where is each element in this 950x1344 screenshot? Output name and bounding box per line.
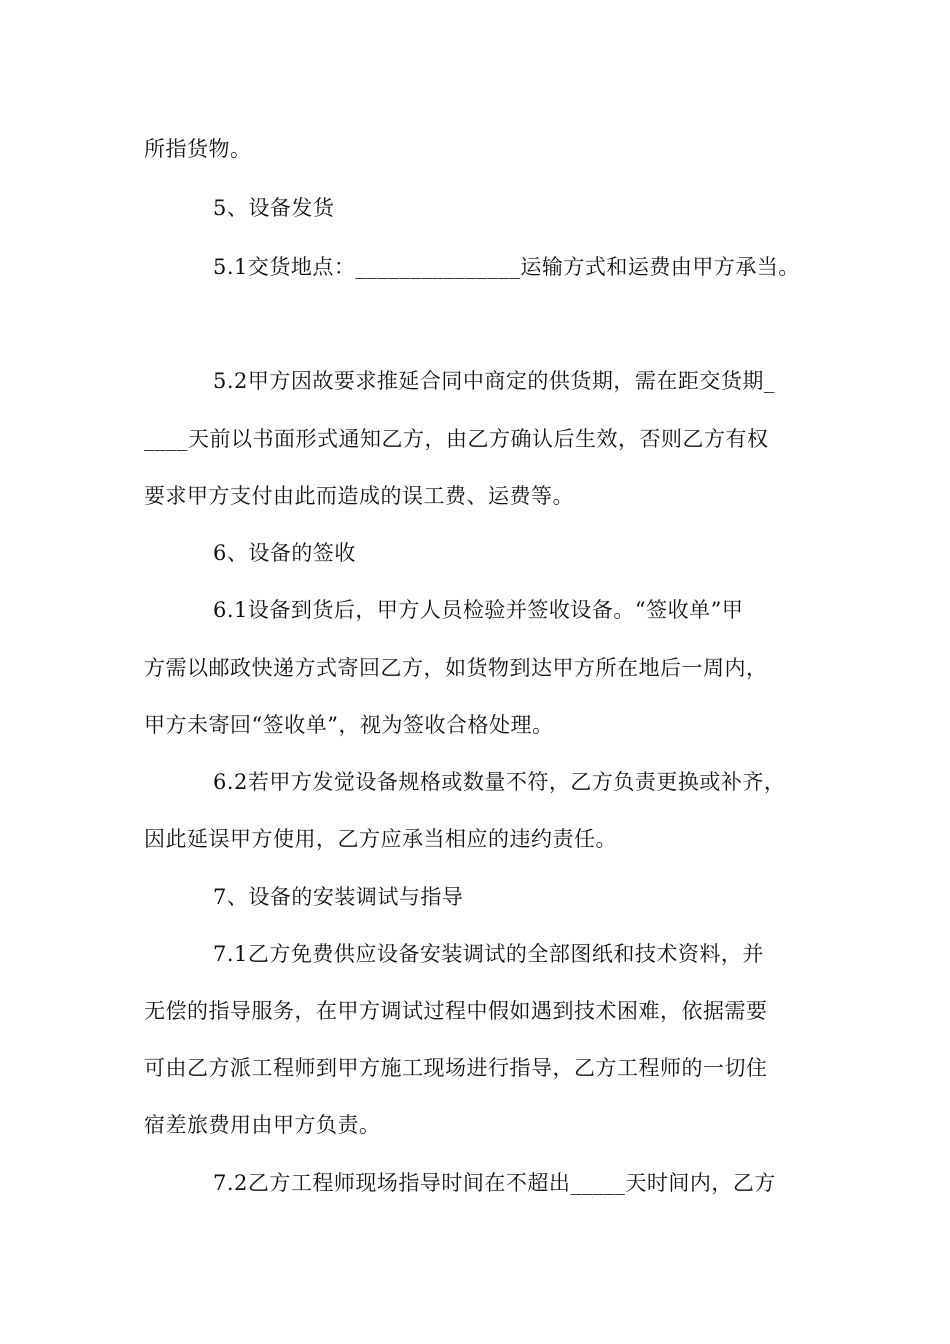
paragraph-line: 宿差旅费用由甲方负责。 bbox=[144, 1113, 381, 1137]
section-heading: 5、设备发货 bbox=[213, 196, 335, 220]
paragraph-line: 甲方未寄回“签收单”，视为签收合格处理。 bbox=[144, 713, 554, 737]
paragraph-line: 6.2若甲方发觉设备规格或数量不符，乙方负责更换或补齐， bbox=[213, 770, 786, 794]
paragraph-line: 方需以邮政快递方式寄回乙方，如货物到达甲方所在地后一周内， bbox=[144, 656, 768, 680]
paragraph-line: 5.2甲方因故要求推延合同中商定的供货期，需在距交货期_ bbox=[213, 369, 775, 393]
paragraph-line: 6.1设备到货后，甲方人员检验并签收设备。“签收单”甲 bbox=[213, 598, 744, 622]
paragraph-line: 无偿的指导服务，在甲方调试过程中假如遇到技术困难，依据需要 bbox=[144, 999, 768, 1023]
paragraph-line: 所指货物。 bbox=[144, 137, 252, 161]
paragraph-line: 7.2乙方工程师现场指导时间在不超出_____天时间内，乙方 bbox=[213, 1171, 776, 1195]
paragraph-line: 因此延误甲方使用，乙方应承当相应的违约责任。 bbox=[144, 827, 617, 851]
paragraph-line: 5.1交货地点：_______________运输方式和运费由甲方承当。 bbox=[213, 255, 800, 279]
paragraph-line: ____天前以书面形式通知乙方，由乙方确认后生效，否则乙方有权 bbox=[144, 427, 769, 451]
paragraph-line: 7.1乙方免费供应设备安装调试的全部图纸和技术资料，并 bbox=[213, 942, 764, 966]
section-heading: 6、设备的签收 bbox=[213, 541, 356, 565]
paragraph-line: 可由乙方派工程师到甲方施工现场进行指导，乙方工程师的一切住 bbox=[144, 1056, 768, 1080]
section-heading: 7、设备的安装调试与指导 bbox=[213, 885, 464, 909]
paragraph-line: 要求甲方支付由此而造成的误工费、运费等。 bbox=[144, 484, 574, 508]
